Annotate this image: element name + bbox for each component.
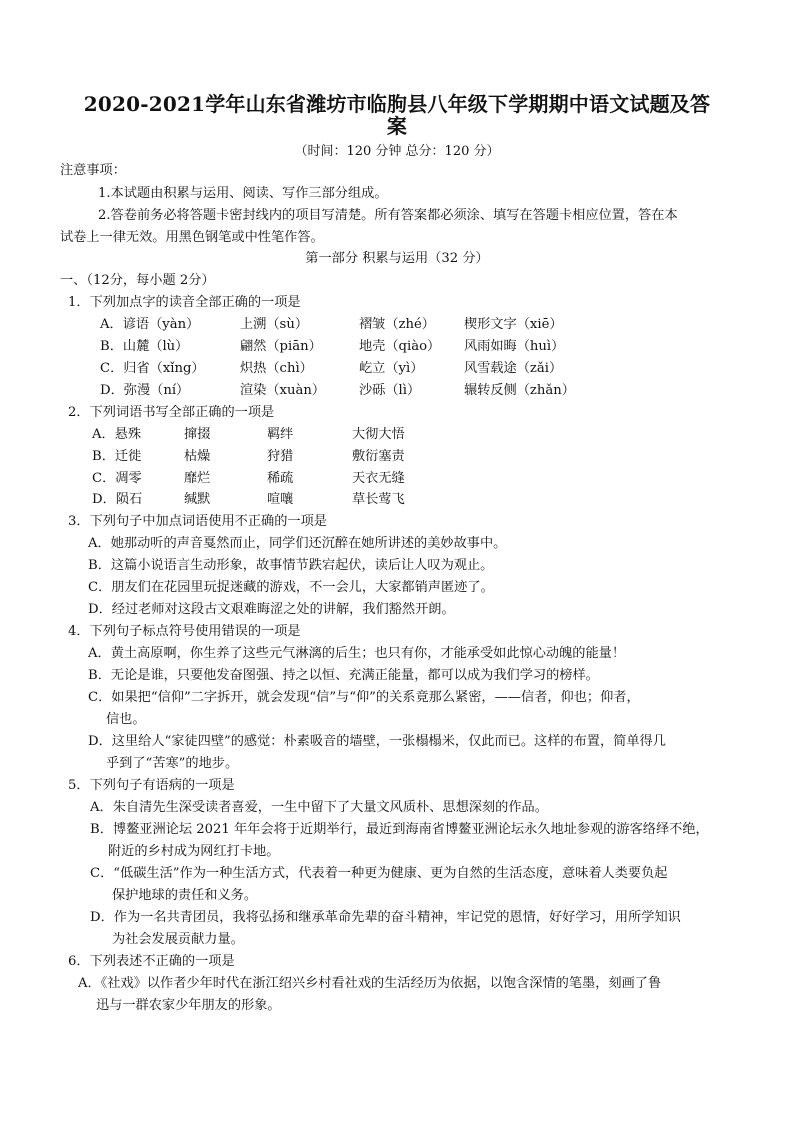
q2-option-cell: 喧嚷: [267, 492, 294, 507]
q1-option-cell: 渲染（xuàn）: [240, 383, 326, 398]
q2-option-cell: 撺掇: [184, 427, 211, 442]
q1-option-cell: 辗转反侧（zhǎn）: [464, 383, 575, 398]
q1-option-cell: B．山麓（lù）: [100, 339, 189, 354]
q2-option-cell: 狩猎: [267, 449, 294, 464]
q6-option-a-line-2: 迅与一群农家少年朋友的形象。: [96, 998, 281, 1013]
q3-option-d: D．经过老师对这段古文艰难晦涩之处的讲解，我们豁然开朗。: [88, 602, 455, 617]
q1-option-cell: D．弥漫（ní）: [100, 383, 190, 398]
q4-option-d-line-2: 乎到了“苦寒”的地步。: [106, 756, 239, 771]
q4-option-c-line-1: C．如果把“信仰”二字拆开，就会发现“信”与“仰”的关系竟那么紧密，——信者，仰也；仰者，: [88, 690, 640, 705]
q2-option-cell: A．悬殊: [92, 427, 142, 442]
note-2-line-1: 2.答卷前务必将答题卡密封线内的项目写清楚。所有答案都必须涂、填写在答题卡相应位置，答在本: [98, 208, 678, 223]
q2-option-cell: 大彻大悟: [352, 427, 405, 442]
q2-option-cell: D．陨石: [92, 492, 143, 507]
q5-option-a: A．朱自清先生深受读者喜爱，一生中留下了大量文风质朴、思想深刻的作品。: [90, 800, 548, 815]
q1-option-cell: 风雪载途（zǎi）: [464, 361, 563, 376]
part1-heading: 第一部分 积累与运用（32 分）: [305, 251, 489, 266]
q1-stem: 1．下列加点字的读音全部正确的一项是: [68, 295, 301, 310]
q3-stem: 3．下列句子中加点词语使用不正确的一项是: [68, 514, 327, 529]
q1-option-cell: 屹立（yì）: [359, 361, 424, 376]
q1-option-cell: 地壳（qiào）: [359, 339, 441, 354]
exam-time-score: （时间：120 分钟 总分：120 分）: [294, 144, 500, 159]
q1-option-cell: 上溯（sù）: [240, 317, 309, 332]
q4-option-a: A．黄土高原啊，你生养了这些元气淋漓的后生；也只有你，才能承受如此惊心动魄的能量！: [88, 646, 626, 661]
q1-option-cell: 风雨如晦（huì）: [464, 339, 565, 354]
notes-heading: 注意事项：: [60, 163, 126, 178]
title-line-1: 2020-2021学年山东省潍坊市临朐县八年级下学期期中语文试题及答: [83, 92, 711, 116]
q5-option-b-line-1: B．博鳌亚洲论坛 2021 年年会将于近期举行，最近到海南省博鳌亚洲论坛永久地址参观的游客络绎不绝，: [90, 822, 709, 837]
q6-stem: 6．下列表述不正确的一项是: [68, 954, 235, 969]
q5-option-b-line-2: 附近的乡村成为网红打卡地。: [108, 844, 280, 859]
q5-option-c-line-1: C．“低碳生活”作为一种生活方式，代表着一种更为健康、更为自然的生活态度，意味着人类要负起: [90, 866, 668, 881]
q2-option-cell: C．凋零: [92, 471, 142, 486]
q1-option-cell: 炽热（chì）: [240, 361, 313, 376]
q2-stem: 2．下列词语书写全部正确的一项是: [68, 405, 275, 420]
q5-option-d-line-1: D．作为一名共青团员，我将弘扬和继承革命先辈的奋斗精神，牢记党的恩情，好好学习，用所学知识: [90, 910, 681, 925]
q2-option-cell: 羁绊: [267, 427, 294, 442]
q3-option-c: C．朋友们在花园里玩捉迷藏的游戏，不一会儿，大家都销声匿迹了。: [88, 580, 494, 595]
q3-option-a: A．她那动听的声音戛然而止，同学们还沉醉在她所讲述的美妙故事中。: [88, 536, 507, 551]
q1-option-cell: 翩然（piān）: [240, 339, 322, 354]
q4-option-b: B．无论是谁，只要他发奋图强、持之以恒、充满正能量，都可以成为我们学习的榜样。: [88, 668, 599, 683]
section-heading: 一、（12分，每小题 2分）: [60, 273, 215, 288]
page-title: [60, 93, 734, 137]
q4-option-d-line-1: D．这里给人“家徒四壁”的感觉：朴素吸音的墙壁，一张榻榻米，仅此而已。这样的布置，简单得几: [88, 734, 666, 749]
q4-stem: 4．下列句子标点符号使用错误的一项是: [68, 624, 301, 639]
q5-option-c-line-2: 保护地球的责任和义务。: [112, 888, 258, 903]
q1-option-cell: A．谚语（yàn）: [100, 317, 200, 332]
q2-option-cell: 草长莺飞: [352, 492, 405, 507]
q2-option-cell: 稀疏: [267, 471, 294, 486]
q3-option-b: B．这篇小说语言生动形象，故事情节跌宕起伏，读后让人叹为观止。: [88, 558, 494, 573]
q2-option-cell: B．迁徙: [92, 449, 142, 464]
q2-option-cell: 敷衍塞责: [352, 449, 405, 464]
q1-option-cell: 沙砾（lì）: [359, 383, 421, 398]
q2-option-cell: 天衣无缝: [352, 471, 405, 486]
q1-option-cell: C．归省（xǐng）: [100, 361, 205, 376]
q1-option-cell: 楔形文字（xiē）: [464, 317, 563, 332]
q5-stem: 5．下列句子有语病的一项是: [68, 778, 235, 793]
q2-option-cell: 靡烂: [184, 471, 211, 486]
q4-option-c-line-2: 信也。: [106, 712, 146, 727]
q1-option-cell: 褶皱（zhé）: [359, 317, 435, 332]
note-1: 1.本试题由积累与运用、阅读、写作三部分组成。: [98, 186, 388, 201]
q2-option-cell: 枯燥: [184, 449, 211, 464]
title-line-2: 案: [386, 114, 408, 138]
q5-option-d-line-2: 为社会发展贡献力量。: [112, 932, 244, 947]
q6-option-a-line-1: A．《社戏》以作者少年时代在浙江绍兴乡村看社戏的生活经历为依据，以饱含深情的笔墨，刻画了鲁: [78, 976, 662, 991]
q2-option-cell: 缄默: [184, 492, 211, 507]
note-2-line-2: 试卷上一律无效。用黑色钢笔或中性笔作答。: [60, 230, 324, 245]
